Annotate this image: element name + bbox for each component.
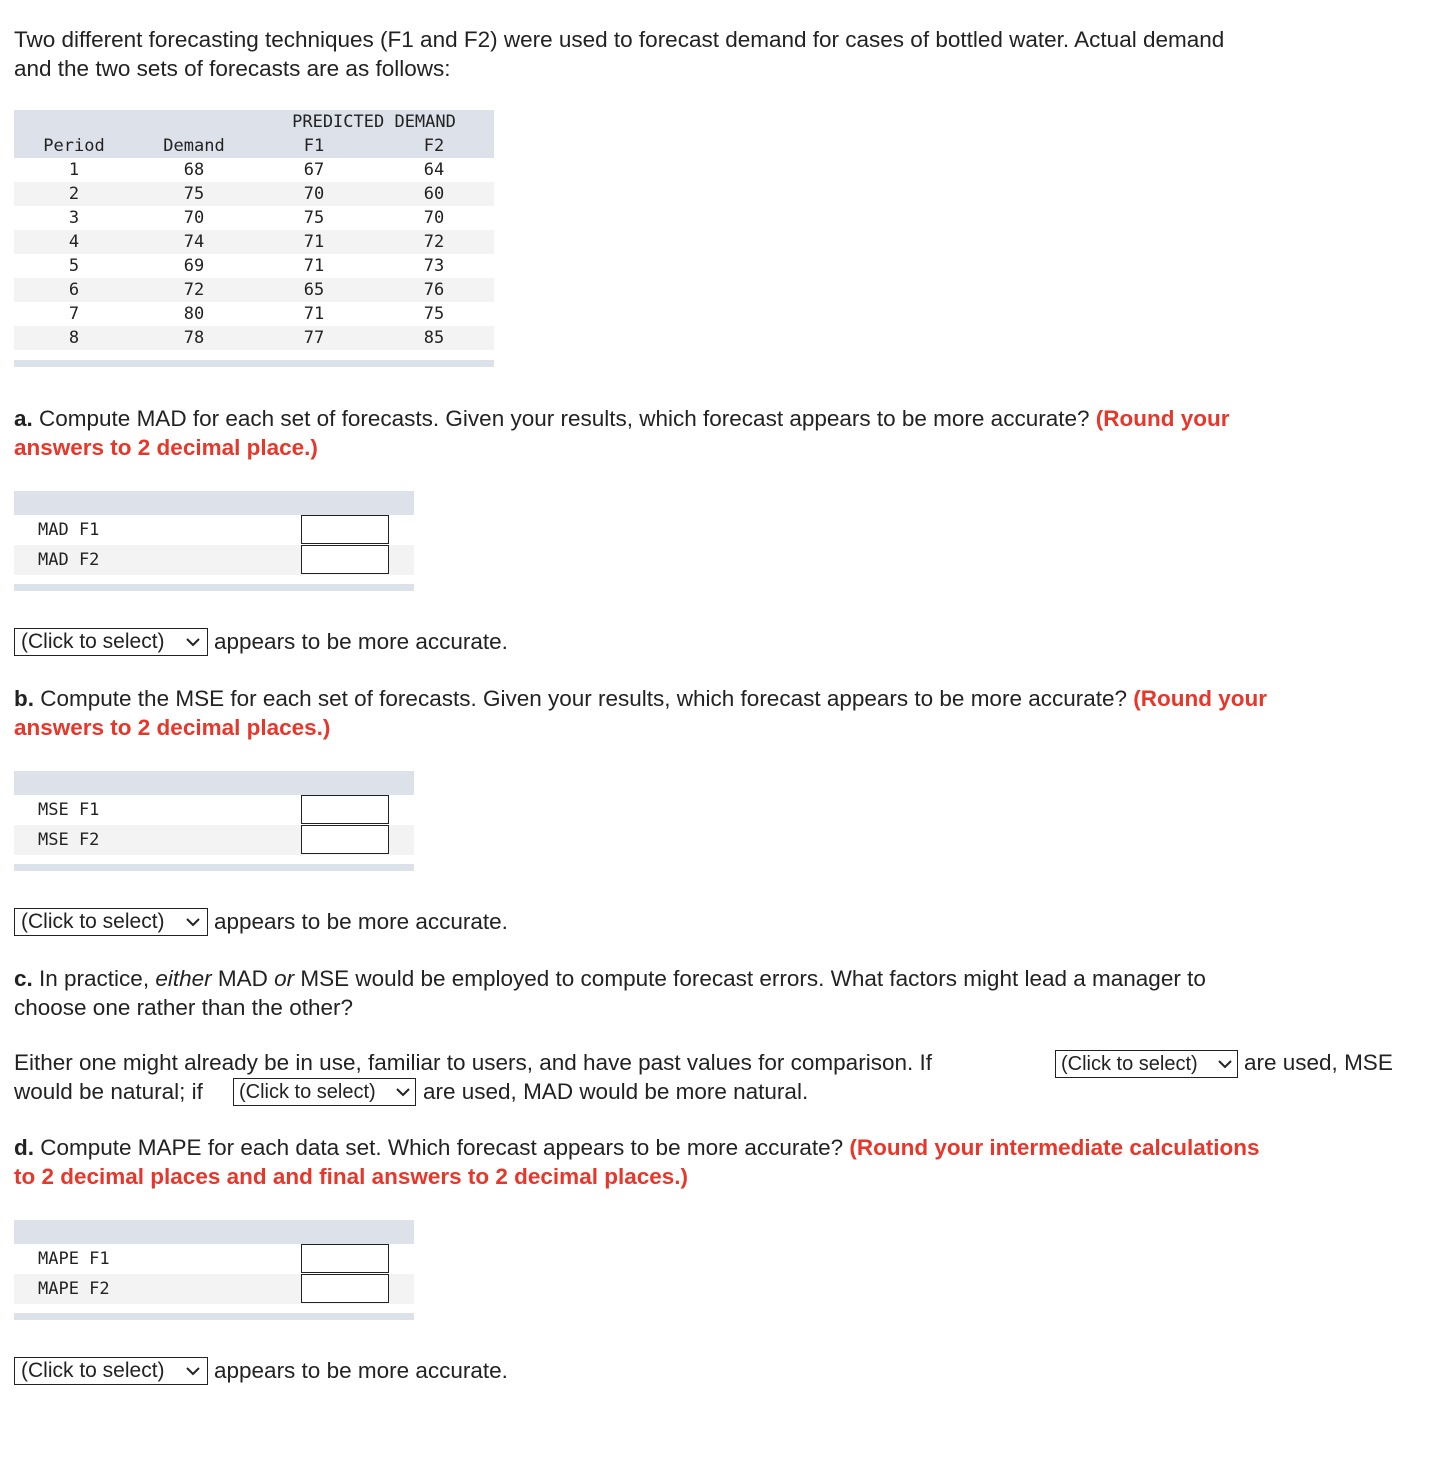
table-row [14, 206, 494, 230]
mape-answer-table [14, 1220, 414, 1320]
part-c-question [14, 964, 1414, 1022]
cell-demand: 68 [183, 160, 205, 180]
cell-f2: 60 [423, 184, 445, 204]
mape-f1-row [14, 1244, 414, 1274]
chevron-down-icon [395, 1082, 411, 1102]
mse-accuracy-text: appears to be more accurate. [214, 909, 508, 934]
table-row [14, 254, 494, 278]
part-b-label: b. [14, 686, 34, 711]
mse-f2-row [14, 825, 414, 855]
mse-f1-row [14, 795, 414, 825]
answer-table-header [14, 1220, 414, 1244]
select-value: (Click to select) [21, 1359, 165, 1382]
part-d-round-note-2: to 2 decimal places and and final answers to 2 decimal places.) [14, 1164, 689, 1189]
mape-f2-input[interactable] [301, 1274, 389, 1303]
answer-table-footer [14, 584, 414, 591]
header-f2: F2 [423, 136, 445, 156]
cell-f2: 76 [423, 280, 445, 300]
header-period: Period [43, 136, 105, 156]
part-c-either: either [155, 966, 212, 991]
mse-answer-table [14, 771, 414, 871]
part-c-answer-line-1b: are used, MSE [1244, 1050, 1393, 1075]
table-row [14, 326, 494, 350]
part-b-question [14, 684, 1434, 742]
intro-line-2: and the two sets of forecasts are as follows: [14, 56, 451, 81]
mape-f2-label: MAPE F2 [38, 1279, 110, 1299]
cell-f1: 71 [303, 304, 325, 324]
part-b-round-note: (Round your [1133, 686, 1268, 711]
mad-f1-row [14, 515, 414, 545]
chevron-down-icon [185, 1361, 201, 1381]
cell-f1: 65 [303, 280, 325, 300]
part-b-text: Compute the MSE for each set of forecasts. Given your results, which forecast appears to be more accurate? [34, 686, 1134, 711]
cell-demand: 69 [183, 256, 205, 276]
cell-demand: 78 [183, 328, 205, 348]
part-d-text: Compute MAPE for each data set. Which forecast appears to be more accurate? [34, 1135, 850, 1160]
table-header [14, 110, 494, 158]
part-c-text-1: In practice, [32, 966, 156, 991]
part-a-text: Compute MAD for each set of forecasts. Given your results, which forecast appears to be more accurate? [32, 406, 1096, 431]
answer-table-header [14, 491, 414, 515]
answer-table-footer [14, 1313, 414, 1320]
cell-period: 6 [68, 280, 80, 300]
intro-text [14, 25, 1224, 83]
cell-demand: 72 [183, 280, 205, 300]
cell-f2: 64 [423, 160, 445, 180]
mse-f1-input[interactable] [301, 795, 389, 824]
cell-demand: 75 [183, 184, 205, 204]
mape-accuracy-select[interactable] [14, 1357, 208, 1385]
chevron-down-icon [1217, 1054, 1233, 1074]
part-c-answer-line-2b: are used, MAD would be more natural. [423, 1079, 809, 1104]
mad-f2-input[interactable] [301, 545, 389, 574]
part-a-round-note: (Round your [1095, 406, 1230, 431]
mse-accuracy-select[interactable] [14, 908, 208, 936]
intro-line-1: Two different forecasting techniques (F1 and F2) were used to forecast demand for cases of bottled water. Actual demand [14, 27, 1225, 52]
demand-forecast-table [14, 110, 494, 367]
cell-f1: 67 [303, 160, 325, 180]
part-c-text-3: MSE would be employed to compute forecast errors. What factors might lead a manager to [294, 966, 1206, 991]
header-demand: Demand [163, 136, 225, 156]
part-a-round-note-2: answers to 2 decimal place.) [14, 435, 318, 460]
cell-f2: 72 [423, 232, 445, 252]
cell-period: 1 [68, 160, 80, 180]
table-footer-bar [14, 360, 494, 367]
mad-condition-select[interactable] [233, 1078, 416, 1106]
cell-demand: 74 [183, 232, 205, 252]
chevron-down-icon [185, 912, 201, 932]
cell-f1: 71 [303, 256, 325, 276]
part-c-answer-line-1a: Either one might already be in use, familiar to users, and have past values for comparison. If [14, 1050, 932, 1075]
mape-f1-input[interactable] [301, 1244, 389, 1273]
cell-period: 8 [68, 328, 80, 348]
cell-f1: 70 [303, 184, 325, 204]
part-c-label: c. [14, 966, 33, 991]
cell-f2: 75 [423, 304, 445, 324]
mad-accuracy-select[interactable] [14, 628, 208, 656]
mad-accuracy-text: appears to be more accurate. [214, 629, 508, 654]
part-d-question [14, 1133, 1434, 1191]
part-c-or: or [274, 966, 295, 991]
mse-f2-label: MSE F2 [38, 830, 100, 850]
cell-period: 7 [68, 304, 80, 324]
table-row [14, 302, 494, 326]
header-f1: F1 [303, 136, 325, 156]
part-a-label: a. [14, 406, 33, 431]
cell-f1: 71 [303, 232, 325, 252]
mse-condition-select[interactable] [1055, 1050, 1238, 1078]
select-value: (Click to select) [1061, 1053, 1198, 1075]
mad-f2-row [14, 545, 414, 575]
part-b-round-note-2: answers to 2 decimal places.) [14, 715, 331, 740]
table-row [14, 158, 494, 182]
cell-period: 4 [68, 232, 80, 252]
mape-accuracy-text: appears to be more accurate. [214, 1358, 508, 1383]
select-value: (Click to select) [21, 630, 165, 653]
table-row [14, 230, 494, 254]
part-c-line-2: choose one rather than the other? [14, 995, 353, 1020]
table-row [14, 278, 494, 302]
part-c-answer-line-2a: would be natural; if [14, 1079, 203, 1104]
answer-table-footer [14, 864, 414, 871]
chevron-down-icon [185, 632, 201, 652]
cell-demand: 80 [183, 304, 205, 324]
cell-f2: 73 [423, 256, 445, 276]
cell-f2: 70 [423, 208, 445, 228]
cell-f2: 85 [423, 328, 445, 348]
cell-period: 3 [68, 208, 80, 228]
mad-f1-label: MAD F1 [38, 520, 100, 540]
mse-f2-input[interactable] [301, 825, 389, 854]
cell-demand: 70 [183, 208, 205, 228]
answer-table-header [14, 771, 414, 795]
mse-f1-label: MSE F1 [38, 800, 100, 820]
select-value: (Click to select) [239, 1081, 376, 1103]
part-d-round-note: (Round your intermediate calculations [849, 1135, 1260, 1160]
select-value: (Click to select) [21, 910, 165, 933]
mad-f1-input[interactable] [301, 515, 389, 544]
mad-f2-label: MAD F2 [38, 550, 100, 570]
cell-f1: 75 [303, 208, 325, 228]
mape-f1-label: MAPE F1 [38, 1249, 110, 1269]
part-c-text-2: MAD [211, 966, 275, 991]
mape-f2-row [14, 1274, 414, 1304]
table-row [14, 182, 494, 206]
cell-period: 5 [68, 256, 80, 276]
cell-period: 2 [68, 184, 80, 204]
header-predicted-demand: PREDICTED DEMAND [292, 112, 456, 132]
part-a-question [14, 404, 1414, 462]
part-d-label: d. [14, 1135, 34, 1160]
cell-f1: 77 [303, 328, 325, 348]
mad-answer-table [14, 491, 414, 591]
